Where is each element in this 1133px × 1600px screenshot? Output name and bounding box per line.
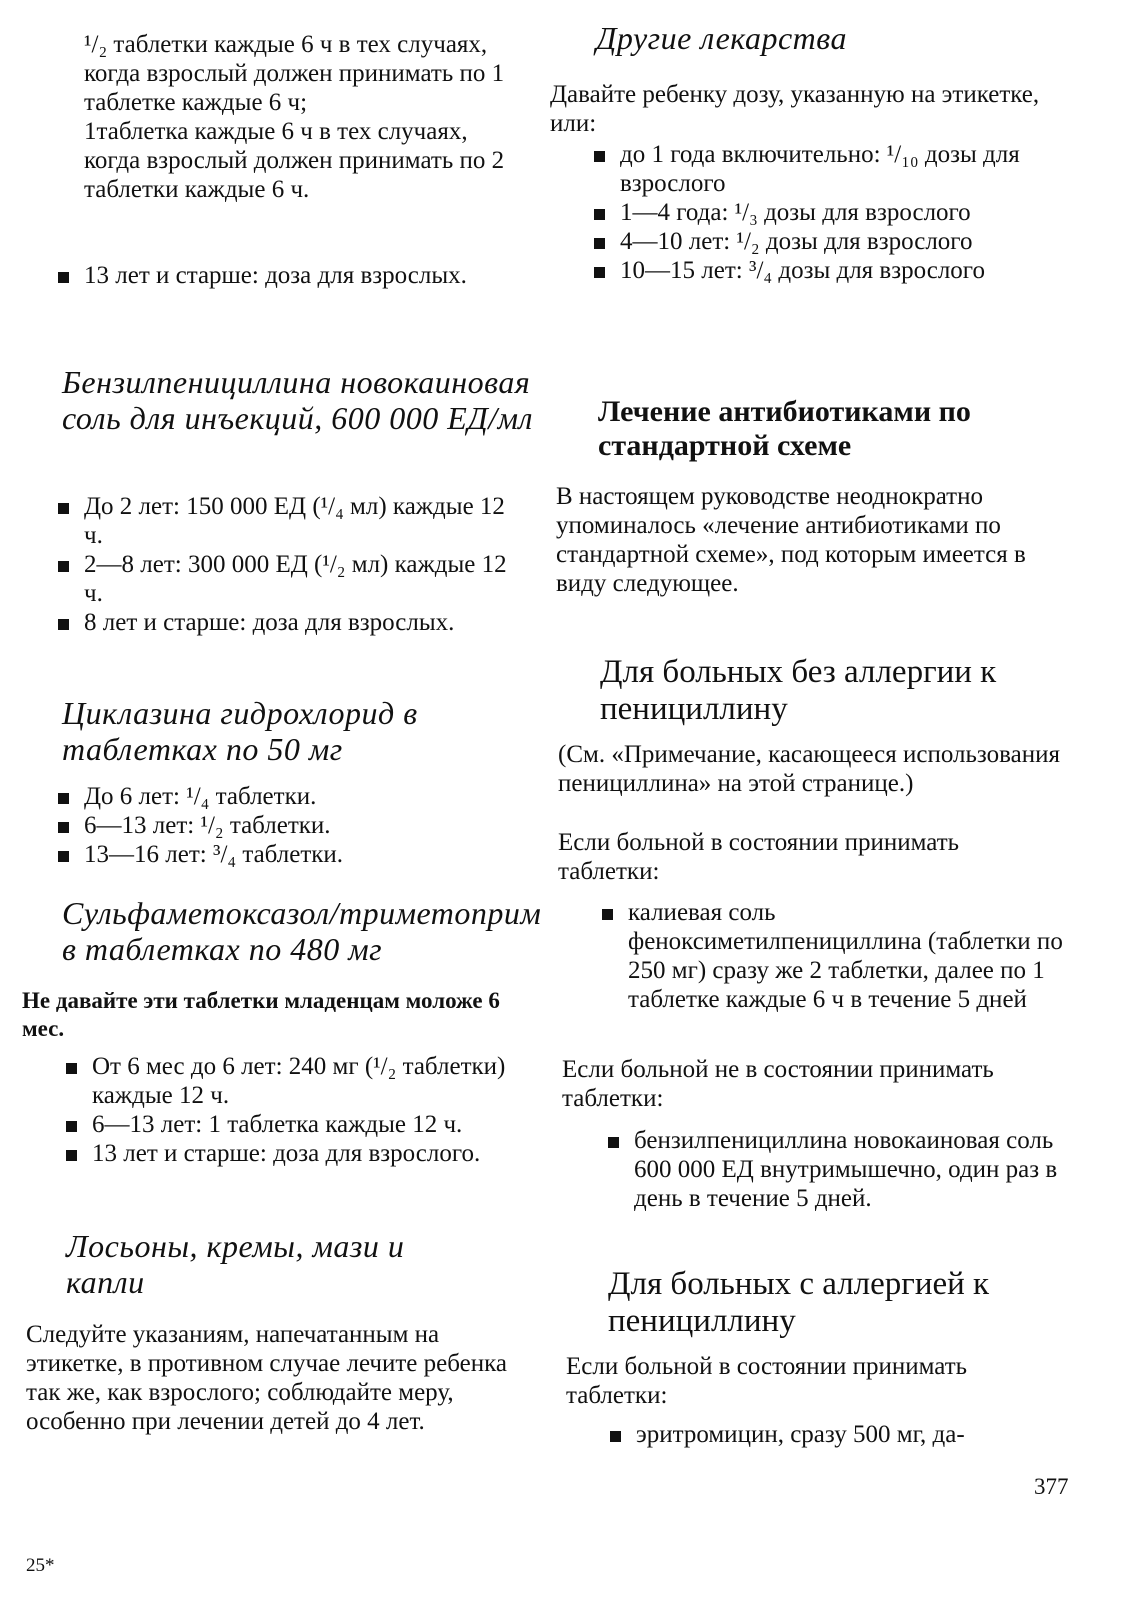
no-allergy-note: (См. «Примечание, касающееся использования пенициллина» на этой странице.) xyxy=(558,741,1060,797)
square-bullet-icon xyxy=(594,209,605,220)
list-item-text: 1—4 года: ¹/₃ дозы для взрослого xyxy=(620,199,971,226)
heading-antibiotics: Лечение антибиотиками по стандартной схеме xyxy=(598,395,971,462)
list-item xyxy=(56,550,526,608)
list-item-text: до 1 года включительно: ¹/₁₀ дозы для взрослого xyxy=(620,141,1020,197)
allergy-can-text: Если больной в состоянии принимать таблетки: xyxy=(566,1353,968,1409)
list-item-text: 13 лет и старше: доза для взрослого. xyxy=(92,1140,481,1167)
heading-lotions: Лосьоны, кремы, мази и капли xyxy=(66,1228,405,1300)
square-bullet-icon xyxy=(594,267,605,278)
benzylpenicillin-list xyxy=(56,492,526,637)
list-item-text: От 6 мес до 6 лет: 240 мг (¹/₂ таблетки) каждые 12 ч. xyxy=(92,1053,506,1109)
heading-allergy: Для больных с аллергией к пенициллину xyxy=(608,1266,990,1339)
antibiotics-text: В настоящем руководстве неоднократно упоминалось «лечение антибиотиками по стандартной схеме», под которым имеется в виду следующее. xyxy=(556,483,1026,597)
list-item xyxy=(592,198,1062,227)
square-bullet-icon xyxy=(58,272,69,283)
continued-text-1: ¹/₂ таблетки каждые 6 ч в тех случаях, когда взрослый должен принимать по 1 таблетке каждые 6 ч; xyxy=(84,31,505,116)
list-item xyxy=(592,256,1062,285)
square-bullet-icon xyxy=(58,503,69,514)
list-item-text: 10—15 лет: ³/₄ дозы для взрослого xyxy=(620,257,985,284)
list-item-text: 4—10 лет: ¹/₂ дозы для взрослого xyxy=(620,228,973,255)
list-item xyxy=(600,898,1066,1014)
list-item xyxy=(56,608,526,637)
list-item-text: До 2 лет: 150 000 ЕД (¹/₄ мл) каждые 12 ч. xyxy=(84,493,505,549)
no-allergy-cannot-list xyxy=(606,1126,1068,1213)
list-item-text: 6—13 лет: ¹/₂ таблетки. xyxy=(84,812,331,839)
heading-cyclizine: Циклазина гидрохлорид в таблетках по 50 мг xyxy=(62,695,418,767)
allergy-list xyxy=(608,1420,1070,1449)
continued-bullet-list xyxy=(56,261,526,290)
page-signature: 25* xyxy=(26,1555,55,1576)
square-bullet-icon xyxy=(608,1137,619,1148)
square-bullet-icon xyxy=(58,561,69,572)
square-bullet-icon xyxy=(594,238,605,249)
square-bullet-icon xyxy=(66,1121,77,1132)
list-item-text: бензилпенициллина новокаиновая соль 600 000 ЕД внутримышечно, один раз в день в течение 5 дней. xyxy=(634,1127,1058,1212)
square-bullet-icon xyxy=(66,1150,77,1161)
list-item-text: 2—8 лет: 300 000 ЕД (¹/₂ мл) каждые 12 ч. xyxy=(84,551,507,607)
square-bullet-icon xyxy=(594,151,605,162)
list-item-text: 13—16 лет: ³/₄ таблетки. xyxy=(84,841,344,868)
list-item xyxy=(56,782,526,811)
other-medicines-list xyxy=(592,140,1062,285)
continued-text-2: 1таблетка каждые 6 ч в тех случаях, когда взрослый должен принимать по 2 таблетки каждые 6 ч. xyxy=(84,118,505,203)
list-item xyxy=(56,811,526,840)
no-allergy-cannot-text: Если больной не в состоянии принимать таблетки: xyxy=(562,1056,994,1112)
page-number: 377 xyxy=(1034,1474,1069,1499)
list-item xyxy=(56,492,526,550)
square-bullet-icon xyxy=(58,793,69,804)
sulfa-list xyxy=(64,1052,534,1168)
other-medicines-text: Давайте ребенку дозу, указанную на этикетке, или: xyxy=(550,81,1040,137)
list-item xyxy=(608,1420,1070,1449)
square-bullet-icon xyxy=(58,851,69,862)
list-item xyxy=(64,1052,534,1110)
list-item xyxy=(56,261,526,290)
sulfa-warning: Не давайте эти таблетки младенцам моложе 6 мес. xyxy=(22,988,500,1041)
list-item xyxy=(606,1126,1068,1213)
list-item xyxy=(592,227,1062,256)
list-item-text: эритромицин, сразу 500 мг, да- xyxy=(636,1421,965,1448)
square-bullet-icon xyxy=(610,1431,621,1442)
cyclizine-list xyxy=(56,782,526,869)
list-item xyxy=(592,140,1062,198)
list-item-text: До 6 лет: ¹/₄ таблетки. xyxy=(84,783,317,810)
list-item-text: 13 лет и старше: доза для взрослых. xyxy=(84,262,467,289)
list-item xyxy=(64,1139,534,1168)
heading-other-medicines: Другие лекарства xyxy=(596,20,847,56)
list-item xyxy=(64,1110,534,1139)
list-item xyxy=(56,840,526,869)
no-allergy-can-text: Если больной в состоянии принимать таблетки: xyxy=(558,829,960,885)
square-bullet-icon xyxy=(602,909,613,920)
heading-sulfamethoxazole: Сульфаметоксазол/триметоприм в таблетках по 480 мг xyxy=(62,895,542,967)
lotions-text: Следуйте указаниям, напечатанным на этикетке, в противном случае лечите ребенка так же, как взрослого; соблюдайте меру, особенно при лечении детей до 4 лет. xyxy=(26,1321,507,1435)
list-item-text: 8 лет и старше: доза для взрослых. xyxy=(84,609,455,636)
list-item-text: калиевая соль феноксиметилпенициллина (таблетки по 250 мг) сразу же 2 таблетки, далее по 1 таблетке каждые 6 ч в течение 5 дней xyxy=(628,899,1063,1013)
heading-benzylpenicillin: Бензилпенициллина новокаиновая соль для инъекций, 600 000 ЕД/мл xyxy=(62,364,533,436)
square-bullet-icon xyxy=(58,619,69,630)
continued-dose-text xyxy=(84,30,524,204)
heading-no-allergy: Для больных без аллергии к пенициллину xyxy=(600,654,997,727)
square-bullet-icon xyxy=(58,822,69,833)
no-allergy-can-list xyxy=(600,898,1066,1014)
square-bullet-icon xyxy=(66,1063,77,1074)
list-item-text: 6—13 лет: 1 таблетка каждые 12 ч. xyxy=(92,1111,463,1138)
